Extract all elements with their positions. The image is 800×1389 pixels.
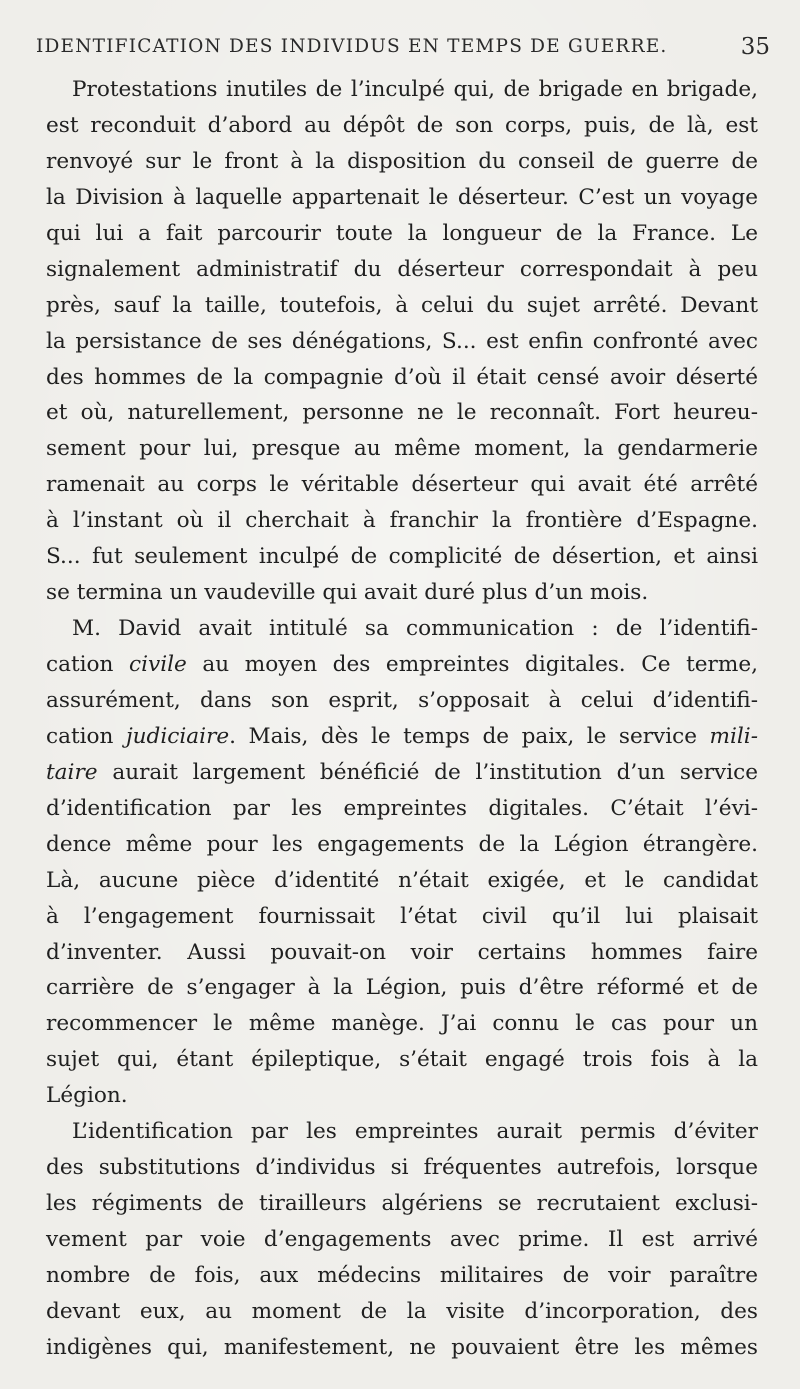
text-line: la persistance de ses dénégations, S... est enfin confronté avec: [46, 328, 758, 354]
text-line: signalement administratif du déserteur correspondait à peu: [46, 256, 758, 282]
text-line: ramenait au corps le véritable déserteur qui avait été arrêté: [46, 472, 758, 498]
text-line: carrière de s’engager à la Légion, puis d’être réformé et de: [46, 975, 758, 1001]
text-line: est reconduit d’abord au dépôt de son corps, puis, de là, est: [46, 112, 758, 138]
text-line: devant eux, au moment de la visite d’incorporation, des: [46, 1298, 758, 1324]
text-line: des substitutions d’individus si fréquentes autrefois, lorsque: [46, 1155, 758, 1181]
text-segment: cation: [46, 723, 126, 749]
text-line: près, sauf la taille, toutefois, à celui du sujet arrêté. Devant: [46, 292, 758, 318]
text-line: renvoyé sur le front à la disposition du conseil de guerre de: [46, 148, 758, 174]
text-line: d’inventer. Aussi pouvait-on voir certains hommes faire: [46, 939, 758, 965]
text-line: [46, 647, 758, 683]
text-line: la Division à laquelle appartenait le déserteur. C’est un voyage: [46, 184, 758, 210]
text-line: et où, naturellement, personne ne le reconnaît. Fort heureu-: [46, 400, 758, 426]
italic-term: taire: [46, 759, 98, 785]
text-line: L’identification par les empreintes aurait permis d’éviter: [72, 1119, 758, 1145]
text-line: vement par voie d’engagements avec prime. Il est arrivé: [46, 1227, 758, 1252]
text-line: Légion.: [46, 1083, 128, 1109]
text-segment: aurait largement bénéficié de l’institution d’un service: [97, 759, 758, 785]
text-line: des hommes de la compagnie d’où il était censé avoir déserté: [46, 364, 758, 390]
text-line: recommencer le même manège. J’ai connu le cas pour un: [46, 1011, 758, 1037]
text-line: S... fut seulement inculpé de complicité de désertion, et ainsi: [46, 544, 758, 570]
text-line: d’identification par les empreintes digitales. C’était l’évi-: [46, 795, 758, 821]
running-title: IDENTIFICATION DES INDIVIDUS EN TEMPS DE GUERRE.: [36, 36, 668, 57]
text-segment: . Mais, dès le temps de paix, le service: [229, 723, 710, 749]
text-segment: au moyen des empreintes digitales. Ce terme,: [186, 652, 758, 677]
text-line: Protestations inutiles de l’inculpé qui, de brigade en brigade,: [72, 77, 758, 102]
text-line: assurément, dans son esprit, s’opposait à celui d’identifi-: [46, 687, 758, 713]
text-line: se termina un vaudeville qui avait duré plus d’un mois.: [46, 580, 649, 606]
body-text: [46, 72, 758, 1366]
text-line: à l’engagement fournissait l’état civil qu’il lui plaisait: [46, 903, 758, 929]
text-line: M. David avait intitulé sa communication : de l’identifi-: [72, 616, 758, 642]
text-line: les régiments de tirailleurs algériens se recrutaient exclusi-: [46, 1191, 758, 1217]
text-line: sujet qui, étant épileptique, s’était engagé trois fois à la: [46, 1047, 758, 1073]
text-line: indigènes qui, manifestement, ne pouvaient être les mêmes: [46, 1334, 758, 1360]
text-line: sement pour lui, presque au même moment, la gendarmerie: [46, 436, 758, 462]
text-segment: cation: [46, 652, 130, 677]
italic-term: civile: [129, 652, 187, 677]
text-line: nombre de fois, aux médecins militaires de voir paraître: [46, 1262, 758, 1288]
italic-term: judiciaire: [125, 723, 230, 749]
text-line: dence même pour les engagements de la Légion étrangère.: [46, 831, 758, 857]
text-line: qui lui a fait parcourir toute la longueur de la France. Le: [46, 220, 758, 246]
text-line: [46, 755, 758, 791]
running-head: [36, 36, 770, 64]
text-line: [46, 719, 758, 755]
page-number: 35: [740, 34, 770, 60]
text-line: Là, aucune pièce d’identité n’était exigée, et le candidat: [46, 867, 758, 893]
text-line: à l’instant où il cherchait à franchir la frontière d’Espagne.: [46, 508, 758, 534]
italic-term: mili-: [709, 723, 759, 749]
